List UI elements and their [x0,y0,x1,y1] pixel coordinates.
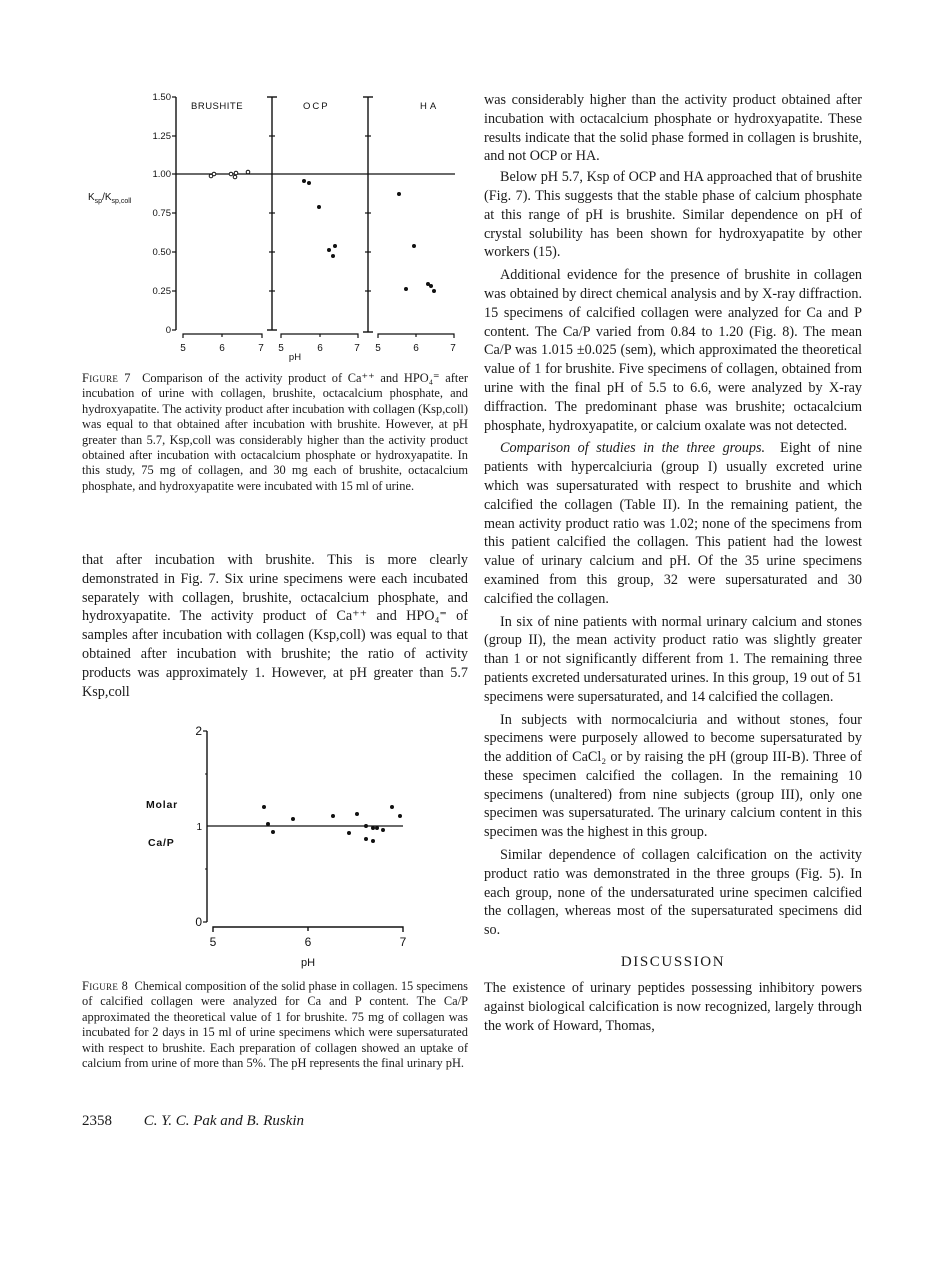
y-tick-2: 2 [195,724,202,738]
body-paragraph: that after incubation with brushite. This is more clearly demonstrated in Fig. 7. Six urine specimens were each incubated separately with collagen, brushite, octacalcium phosphate, and hydroxyapatite. The activity product of Ca⁺⁺ and HPO₄⁼ of samples after incubation with collagen (Ksp,coll) was equal to that obtained after incubation with brushite; the ratio of activity products was approximately 1. However, at pH greater than 5.7 Ksp,coll [82,552,468,700]
y-axis-label: $K_{sp}/K_{sp,coll}$ [88,192,132,205]
series-ocp [302,179,337,258]
figure-7-label: Figure 7 [82,371,131,385]
panel-title-brushite: BRUSHITE [191,101,244,112]
y-tick-0: 0 [195,915,202,929]
svg-text:5: 5 [180,343,186,354]
svg-text:5: 5 [209,935,217,949]
right-column-text [484,91,862,1035]
body-paragraph: Additional evidence for the presence of brushite in collagen was obtained by direct chemical analysis and by X-ray diffraction. 15 specimens of calcified collagen were analyzed for Ca and P content. The Ca/P varied from 0.84 to 1.20 (Fig. 8). The mean Ca/P was 1.015 ±0.025 (sem), which approximated the theoretical value of 1 for brushite. Five specimens of collagen, obtained from urine with the final pH of 5.5 to 6.6, were analyzed by X-ray diffraction. The predominant phase was brushite; octacalcium phosphate, hydroxyapatite, or calcium oxalate was not detected. [484,267,862,434]
y-tick-1: 1 [196,822,202,833]
page-footer [82,1113,304,1130]
body-paragraph: Below pH 5.7, Ksp of OCP and HA approached that of brushite (Fig. 7). This suggests that the stable phase of calcium phosphate at this range of pH is brushite. Similar dependence on pH of crystal solubility has been shown for hydroxyapatite by other workers (15). [484,169,862,261]
svg-text:7: 7 [258,343,264,354]
svg-text:7: 7 [450,343,456,354]
left-column-text [82,551,468,701]
page-number: 2358 [82,1113,112,1129]
series-ca-p [262,805,402,843]
figure-8-chart [130,715,430,975]
figure-8-caption [82,979,468,1071]
svg-text:6: 6 [413,343,419,354]
y-axis-label-line2: Ca/P [148,837,175,849]
y-tick-0.75: 0.75 [152,208,171,219]
y-tick-1.25: 1.25 [152,131,171,142]
body-paragraph: Similar dependence of collagen calcification on the activity product ratio was demonstrated in the three groups (Fig. 5). In each group, none of the undersaturated urine specimen calcified the collagen, whereas most of the supersaturated specimens did so. [484,847,862,939]
y-tick-1.00: 1.00 [152,169,171,180]
y-tick-0: 0 [165,325,171,336]
svg-text:6: 6 [304,935,312,949]
x-axis-label: pH [288,352,302,363]
x-axis-label: pH [300,957,316,969]
section-subheading: Comparison of studies in the three groups. [500,440,766,457]
figure-8-caption-text: Chemical composition of the solid phase in collagen. 15 specimens of calcified collagen were analyzed for Ca and P content. The Ca/P approximated the theoretical value of 1 for brushite. 75 mg of collagen was incubated for 2 days in 15 ml of urine specimens which were supersaturated with respect to brushite. Each preparation of collagen showed an uptake of calcium from urine of more than 5%. The pH represents the final urinary pH. [82,979,468,1071]
svg-text:6: 6 [219,343,225,354]
figure-7-caption [82,371,468,494]
body-paragraph-text: Eight of nine patients with hypercalciuria (group I) usually excreted urine which was supersaturated with respect to brushite and which calcified the collagen (Table II). In the remaining patient, the mean activity product ratio was 1.02; none of the specimens from this patient calcified the collagen. This patient had the lowest value of urinary calcium and pH. Of the 35 urine specimens examined from this group, 32 were supersaturated and 30 calcified the collagen. [484,440,863,607]
svg-text:7: 7 [354,343,360,354]
figure-7-caption-text: Comparison of the activity product of Ca⁺⁺ and HPO₄⁼ after incubation of urine with collagen, brushite, octacalcium phosphate, and hydroxyapatite. The activity product after incubation with collagen (Ksp,coll) was equal to that obtained after incubation with brushite. However, at pH greater than 5.7, Ksp,coll was considerably higher than the activity product obtained after incubation with octacalcium phosphate or hydroxyapatite. In this study, 75 mg of collagen, and 30 mg each of brushite, octacalcium phosphate, and hydroxyapatite were incubated with 15 ml of urine. [82,371,468,493]
figure-8-svg [130,715,430,975]
panel-title-ha: HA [420,101,440,112]
panel-title-ocp: OCP [303,101,330,112]
figure-7-svg [80,85,470,365]
body-paragraph: The existence of urinary peptides possessing inhibitory powers against biological calcification is now recognized, largely through the work of Howard, Thomas, [484,980,862,1034]
body-paragraph: was considerably higher than the activity product obtained after incubation with octacalcium phosphate or hydroxyapatite. These results indicate that the solid phase formed in collagen is brushite, and not OCP or HA. [484,92,862,165]
series-ha [397,192,436,293]
y-axis-label-line1: Molar [146,799,179,811]
svg-text:5: 5 [375,343,381,354]
svg-text:5: 5 [278,343,284,354]
svg-text:7: 7 [399,935,407,949]
body-paragraph: In subjects with normocalciuria and without stones, four specimens were purposely allowed to become supersaturated by the addition of CaCl₂ or by raising the pH (group III-B). Three of these specimen calcified the collagen. In the remaining 10 specimens (unaltered) from nine subjects (group III), only one specimen was supersaturated. The urinary calcium content in this specimen was the highest in this group. [484,711,862,841]
svg-text:6: 6 [317,343,323,354]
y-tick-1.50: 1.50 [152,92,171,103]
section-heading-discussion: DISCUSSION [620,954,726,971]
figure-7-chart [80,85,470,365]
body-paragraph: In six of nine patients with normal urinary calcium and stones (group II), the mean activity product ratio was slightly greater than 1 or not significantly different from 1. The remaining three patients excreted undersaturated urines. In this group, 19 out of 51 specimens were supersaturated, and 14 calcified the collagen. [484,613,862,705]
figure-8-label: Figure 8 [82,979,129,993]
running-authors: C. Y. C. Pak and B. Ruskin [143,1113,305,1129]
body-paragraph [484,439,862,608]
y-tick-0.25: 0.25 [152,286,171,297]
y-tick-0.50: 0.50 [152,247,171,258]
